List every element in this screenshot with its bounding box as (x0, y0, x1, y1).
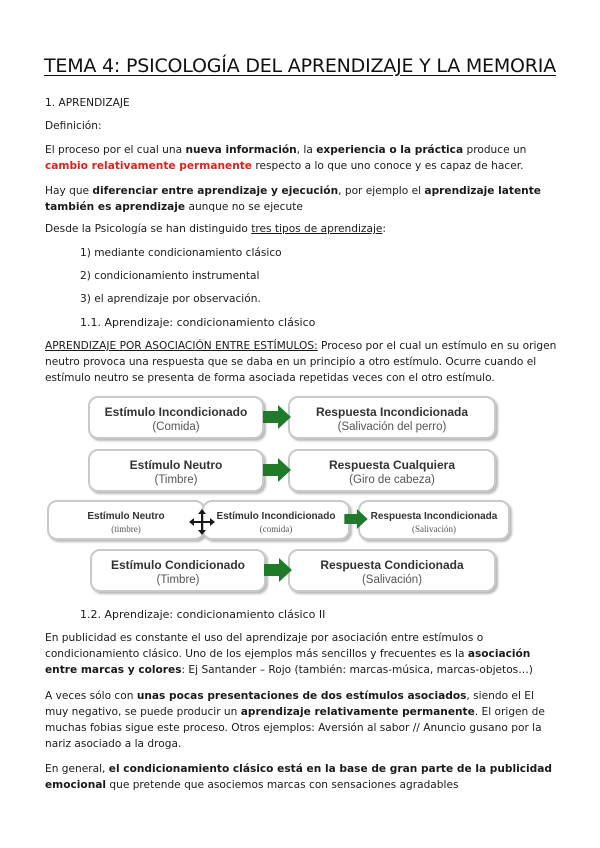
diagram-box-neutral-stimulus (88, 449, 264, 492)
text-run: En general, (45, 763, 109, 775)
box-subtext: (Salivación) (361, 574, 423, 586)
box-subtext: (Giro de cabeza) (349, 474, 435, 486)
text-run-bold: unas pocas presentaciones de dos estímulos asociados (136, 690, 467, 702)
text-run-underlined: tres tipos de aprendizaje (251, 223, 383, 235)
list-item: 1) mediante condicionamiento clásico (80, 247, 282, 259)
diagram-box-unconditioned-stimulus (88, 396, 264, 439)
text-run-bold: asociación entre marcas y colores (45, 648, 531, 676)
text-run: Desde la Psicología se han distinguido (45, 223, 252, 235)
box-heading: Respuesta Incondicionada (370, 511, 498, 522)
text-run-bold: experiencia o la práctica (316, 144, 464, 156)
text-run: , siendo el El muy negativo, se puede producir un (45, 690, 534, 718)
text-run-red: cambio relativamente permanente (45, 160, 252, 172)
text-run-bold: diferenciar entre aprendizaje y ejecución (92, 185, 339, 197)
box-subtext: (Timbre) (156, 574, 200, 586)
diagram-box-unconditioned-stimulus-pair (202, 500, 350, 540)
arrow-right-icon (263, 458, 291, 482)
box-heading: Respuesta Condicionada (320, 558, 464, 572)
diagram-box-unconditioned-response-pair (358, 500, 510, 540)
advertising-paragraph (45, 630, 560, 678)
subsection-heading: 1.1. Aprendizaje: condicionamiento clásico (80, 316, 316, 329)
move-arrows-icon (189, 509, 215, 535)
definition-label: Definición: (45, 120, 102, 132)
page-title: TEMA 4: PSICOLOGÍA DEL APRENDIZAJE Y LA MEMORIA (43, 55, 557, 77)
box-heading: Estímulo Neutro (87, 511, 165, 522)
text-run-bold: el condicionamiento clásico está en la base de gran parte de la publicidad emocional (45, 763, 552, 791)
text-run-bold: nueva información (185, 144, 297, 156)
arrow-right-icon (344, 509, 368, 529)
arrow-right-icon (264, 558, 292, 582)
diagram-box-neutral-stimulus-pair (47, 500, 205, 540)
box-heading: Respuesta Cualquiera (328, 458, 456, 472)
diagram-box-any-response (288, 449, 496, 492)
box-heading: Estímulo Incondicionado (216, 511, 336, 522)
text-run: , por ejemplo el (338, 185, 425, 197)
text-run-underlined: APRENDIZAJE POR ASOCIACIÓN ENTRE ESTÍMULOS: (45, 340, 318, 352)
text-run: En publicidad es constante el uso del aprendizaje por asociación entre estímulos o condicionamiento clásico. Uno de los ejemplos más sencillos y frecuentes es la (45, 632, 484, 660)
box-subtext: (Timbre) (154, 474, 198, 486)
text-run: Hay que (45, 185, 93, 197)
text-run: El proceso por el cual una (45, 144, 186, 156)
diagram-box-conditioned-stimulus (90, 549, 266, 592)
section-heading: 1. APRENDIZAJE (45, 97, 130, 109)
text-run: produce un (463, 144, 527, 156)
text-run: : (382, 223, 386, 235)
text-run: : Ej Santander – Rojo (también: marcas-música, marcas-objetos…) (181, 664, 533, 676)
text-run-bold: aprendizaje relativamente permanente (240, 706, 475, 718)
text-run: aunque no se ejecute (185, 201, 303, 213)
diagram-box-conditioned-response (288, 549, 496, 592)
diagram-box-unconditioned-response (288, 396, 496, 439)
text-run: respecto a lo que uno conoce y es capaz de hacer. (252, 160, 524, 172)
box-subtext: (Comida) (152, 421, 200, 433)
text-run-bold: aprendizaje latente también es aprendizaje (45, 185, 541, 213)
few-presentations-paragraph (45, 688, 560, 752)
box-heading: Estímulo Condicionado (111, 558, 245, 572)
text-run: A veces sólo con (45, 690, 137, 702)
box-heading: Estímulo Neutro (129, 458, 223, 472)
box-heading: Estímulo Incondicionado (104, 405, 248, 419)
text-run: , la (296, 144, 317, 156)
list-item: 3) el aprendizaje por observación. (80, 293, 261, 305)
text-run: Proceso por el cual un estímulo en su origen neutro provoca una respuesta que se daba en un principio a otro estímulo. Ocurre cuando el estímulo neutro se presenta de forma asociada repetidas veces con el otro estímulo. (45, 340, 557, 384)
box-heading: Respuesta Incondicionada (315, 405, 469, 419)
box-subtext: (Salivación) (412, 524, 456, 534)
box-subtext: (timbre) (111, 524, 141, 534)
text-run: . El origen de muchas fobias sigue este proceso. Otros ejemplos: Aversión al sabor // Anuncio gusano por la nariz asociado a la droga. (45, 706, 545, 750)
subsection-heading: 1.2. Aprendizaje: condicionamiento clásico II (80, 608, 326, 621)
definition-paragraph (45, 142, 560, 174)
box-subtext: (Salivación del perro) (337, 421, 447, 433)
arrow-right-icon (263, 405, 291, 429)
text-run: que pretende que asociemos marcas con sensaciones agradables (106, 779, 459, 791)
association-paragraph (45, 338, 560, 386)
difference-paragraph (45, 183, 560, 215)
types-intro (45, 221, 386, 237)
box-subtext: (comida) (259, 524, 293, 534)
list-item: 2) condicionamiento instrumental (80, 270, 260, 282)
general-paragraph (45, 761, 560, 793)
